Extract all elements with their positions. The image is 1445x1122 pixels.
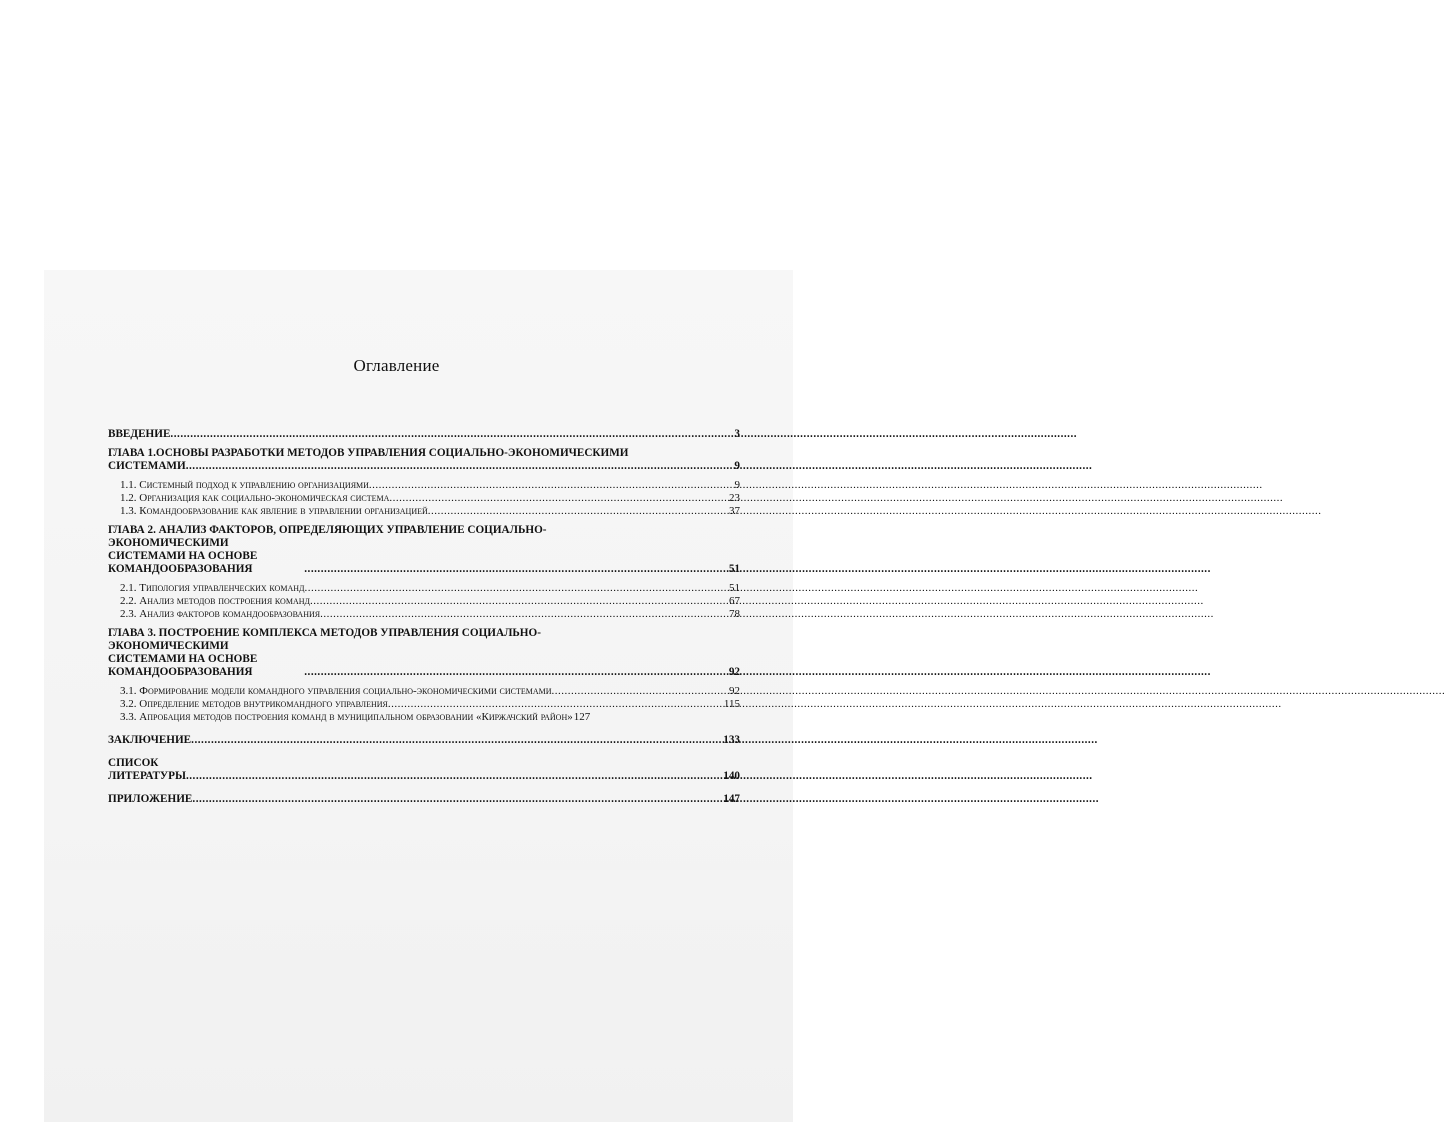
toc-entry-2-2[interactable] — [108, 595, 740, 608]
chapter-1-title-line2: СИСТЕМАМИ — [108, 460, 186, 472]
leader-dots — [320, 608, 728, 621]
toc-label: 1.3. Командообразование как явление в управлении организацией — [120, 505, 428, 517]
toc-page: 115 — [723, 698, 740, 710]
toc-entry-3-2[interactable] — [108, 698, 740, 711]
toc-page: 92 — [729, 685, 740, 697]
table-of-contents — [108, 428, 740, 806]
toc-entry-chapter-3[interactable] — [108, 640, 740, 679]
toc-label: ЗАКЛЮЧЕНИЕ — [108, 734, 192, 746]
leader-dots — [304, 563, 728, 576]
toc-page: 3 — [734, 428, 740, 440]
toc-entry-1-2[interactable] — [108, 492, 740, 505]
toc-entry-3-1[interactable] — [108, 685, 740, 698]
page-title: Оглавление — [353, 356, 440, 375]
toc-entry-literature[interactable] — [108, 757, 740, 783]
toc-entry-1-3[interactable] — [108, 505, 740, 518]
toc-label: ПРИЛОЖЕНИЕ — [108, 793, 193, 805]
toc-page: 92 — [728, 666, 740, 678]
leader-dots — [428, 505, 728, 518]
toc-label: 2.1. Типология управленческих команд — [120, 582, 305, 594]
toc-label: 2.2. Анализ методов построения команд — [120, 595, 310, 607]
toc-page: 67 — [729, 595, 740, 607]
leader-dots — [552, 685, 728, 698]
toc-page: 37 — [729, 505, 740, 517]
chapter-2-title-line1[interactable]: ГЛАВА 2. АНАЛИЗ ФАКТОРОВ, ОПРЕДЕЛЯЮЩИХ УПРАВЛЕНИЕ СОЦИАЛЬНО- — [108, 524, 547, 536]
leader-dots — [389, 492, 728, 505]
toc-label: 3.3. Апробация методов построения команд в муниципальном образовании «Киржачский район» — [120, 711, 573, 723]
toc-page: 133 — [723, 734, 740, 746]
toc-page: 78 — [729, 608, 740, 620]
leader-dots — [191, 734, 722, 747]
toc-page: 9 — [734, 479, 740, 491]
toc-page: 127 — [573, 711, 591, 723]
leader-dots — [304, 666, 728, 679]
toc-entry-2-3[interactable] — [108, 608, 740, 621]
toc-label: СПИСОК ЛИТЕРАТУРЫ — [108, 757, 186, 782]
leader-dots — [170, 428, 733, 441]
toc-entry-chapter-1[interactable] — [108, 460, 740, 473]
toc-page: 51 — [728, 563, 740, 575]
leader-dots — [310, 595, 728, 608]
leader-dots — [186, 460, 734, 473]
toc-page: 140 — [723, 770, 740, 782]
toc-label: 1.2. Организация как социально-экономическая система — [120, 492, 390, 504]
toc-label: 3.2. Определение методов внутрикомандного управления — [120, 698, 388, 710]
chapter-3-title-line1[interactable]: ГЛАВА 3. ПОСТРОЕНИЕ КОМПЛЕКСА МЕТОДОВ УПРАВЛЕНИЯ СОЦИАЛЬНО- — [108, 627, 541, 639]
leader-dots — [186, 770, 722, 783]
toc-entry-2-1[interactable] — [108, 582, 740, 595]
chapter-3-title-line2: ЭКОНОМИЧЕСКИМИ СИСТЕМАМИ НА ОСНОВЕ КОМАНДООБРАЗОВАНИЯ — [108, 640, 258, 678]
toc-label: ВВЕДЕНИЕ — [108, 428, 171, 440]
toc-page: 147 — [723, 793, 740, 805]
toc-page: 23 — [729, 492, 740, 504]
toc-entry-conclusion[interactable] — [108, 734, 740, 747]
chapter-1-title-line1[interactable]: ГЛАВА 1.ОСНОВЫ РАЗРАБОТКИ МЕТОДОВ УПРАВЛЕНИЯ СОЦИАЛЬНО-ЭКОНОМИЧЕСКИМИ — [108, 447, 629, 459]
toc-entry-intro[interactable] — [108, 428, 740, 441]
toc-entry-chapter-2[interactable] — [108, 537, 740, 576]
toc-label: 3.1. Формирование модели командного управления социально-экономическими системами — [120, 685, 552, 697]
toc-label: 2.3. Анализ факторов командообразования — [120, 608, 321, 620]
leader-dots — [388, 698, 723, 711]
toc-entry-appendix[interactable] — [108, 793, 740, 806]
toc-entry-1-1[interactable] — [108, 479, 740, 492]
leader-dots — [304, 582, 728, 595]
toc-page: 9 — [734, 460, 740, 472]
leader-dots — [192, 793, 722, 806]
toc-entry-3-3[interactable] — [108, 711, 740, 724]
leader-dots — [369, 479, 734, 492]
toc-page: 51 — [729, 582, 740, 594]
chapter-2-title-line2: ЭКОНОМИЧЕСКИМИ СИСТЕМАМИ НА ОСНОВЕ КОМАНДООБРАЗОВАНИЯ — [108, 537, 258, 575]
toc-label: 1.1. Системный подход к управлению организациями — [120, 479, 369, 491]
